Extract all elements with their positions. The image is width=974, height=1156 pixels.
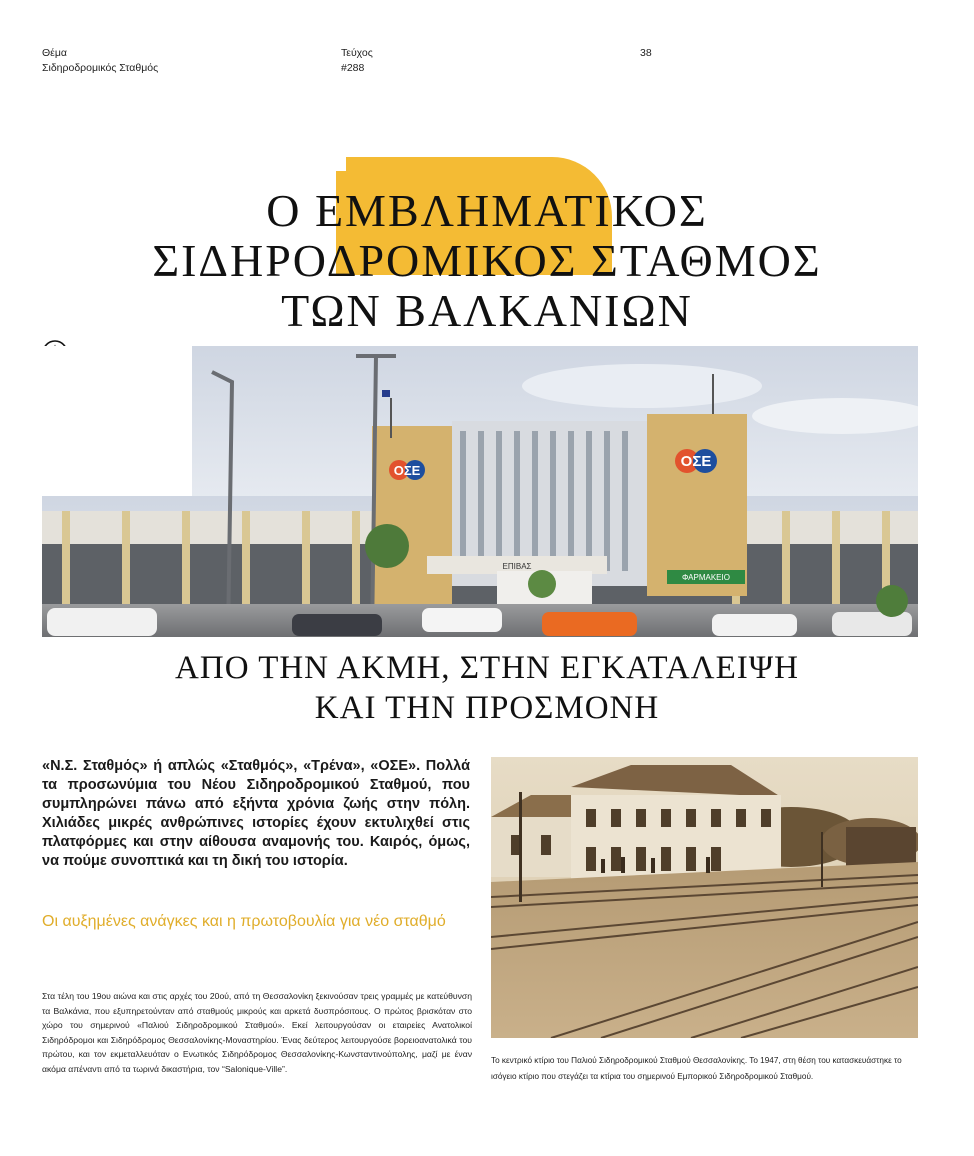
hero-logo-left: ΟΣΕ bbox=[393, 463, 421, 478]
title-line-2: ΣΙΔΗΡΟΔΡΟΜΙΚΟΣ ΣΤΑΘΜΟΣ bbox=[152, 235, 822, 286]
historic-station-photo bbox=[491, 757, 918, 1038]
page-subtitle bbox=[0, 648, 974, 728]
issue-label: Τεύχος bbox=[341, 47, 373, 59]
photo-caption: Το κεντρικό κτίριο του Παλιού Σιδηροδρομικού Σταθμού Θεσσαλονίκης. Το 1947, στη θέση του κατασκευάστηκε το ισόγειο κτίριο που στεγάζει τα κτίρια του σημερινού Εμπορικού Σιδηροδρομικού Σταθμού. bbox=[491, 1056, 902, 1081]
station-photo bbox=[42, 346, 918, 637]
title-accent-notch bbox=[336, 157, 346, 171]
subtitle-line-1: ΑΠΟ ΤΗΝ ΑΚΜΗ, ΣΤΗΝ ΕΓΚΑΤΑΛΕΙΨΗ bbox=[175, 650, 799, 686]
hero-shop-sign: ΦΑΡΜΑΚΕΙΟ bbox=[682, 573, 730, 582]
body-paragraph: Στα τέλη του 19ου αιώνα και στις αρχές του 20ού, από τη Θεσσαλονίκη ξεκινούσαν τρεις γραμμές με κατεύθυνση τα Βαλκάνια, που εξυπηρετούνταν από σταθμούς μικρούς και αρκετά δυσπρόσιτους. Ο πρώτος βρισκόταν στο χώρο του σημερινού «Παλιού Σιδηροδρομικού Σταθμού». Εκεί λειτουργούσαν οι εταιρείες Ανατολικοί Σιδηρόδρομοι και Σιδηρόδρομος Θεσσαλονίκης-Μοναστηρίου. Ένας δεύτερος λειτουργούσε βορειοανατολικά του πρώτου, και τον εκμεταλλευόταν ο Ενωτικός Σιδηρόδρομος Θεσσαλονίκης-Κωνσταντινούπολης, μαζί με έναν ακόμα απέναντι από τα τωρινά δικαστήρια, τον “Salonique-Ville”. bbox=[42, 991, 472, 1074]
section-value: Σιδηροδρομικός Σταθμός bbox=[42, 62, 159, 74]
issue-meta bbox=[341, 46, 373, 76]
hero-logo-right: ΟΣΕ bbox=[680, 453, 712, 470]
page-title bbox=[0, 186, 974, 336]
issue-value: #288 bbox=[341, 62, 365, 74]
hero-entrance-sign: ΕΠΙΒΑΣ bbox=[502, 562, 532, 571]
lead-paragraph: «Ν.Σ. Σταθμός» ή απλώς «Σταθμός», «Τρένα», «ΟΣΕ». Πολλά τα προσωνύμια του Νέου Σιδηροδρομικού Σταθμού, που συμπληρώνει πάνω από εξήντα χρόνια ζωής στην πόλη. Χιλιάδες μικρές ανθρώπινες ιστορίες έχουν εκτυλιχθεί στις πλατφόρμες και στην αίθουσα αναμονής του. Καιρός, όμως, να πούμε συνοπτικά και τη δική του ιστορία. bbox=[42, 758, 470, 869]
title-line-1: Ο ΕΜΒΛΗΜΑΤΙΚΟΣ bbox=[266, 185, 708, 236]
page-number: 38 bbox=[640, 47, 652, 59]
section-heading: Οι αυξημένες ανάγκες και η πρωτοβουλία για νέο σταθμό bbox=[42, 913, 446, 930]
title-line-3: ΤΩΝ ΒΑΛΚΑΝΙΩΝ bbox=[281, 285, 693, 336]
section-meta bbox=[42, 46, 158, 76]
subtitle-line-2: ΚΑΙ ΤΗΝ ΠΡΟΣΜΟΝΗ bbox=[314, 690, 660, 726]
section-label: Θέμα bbox=[42, 47, 67, 59]
